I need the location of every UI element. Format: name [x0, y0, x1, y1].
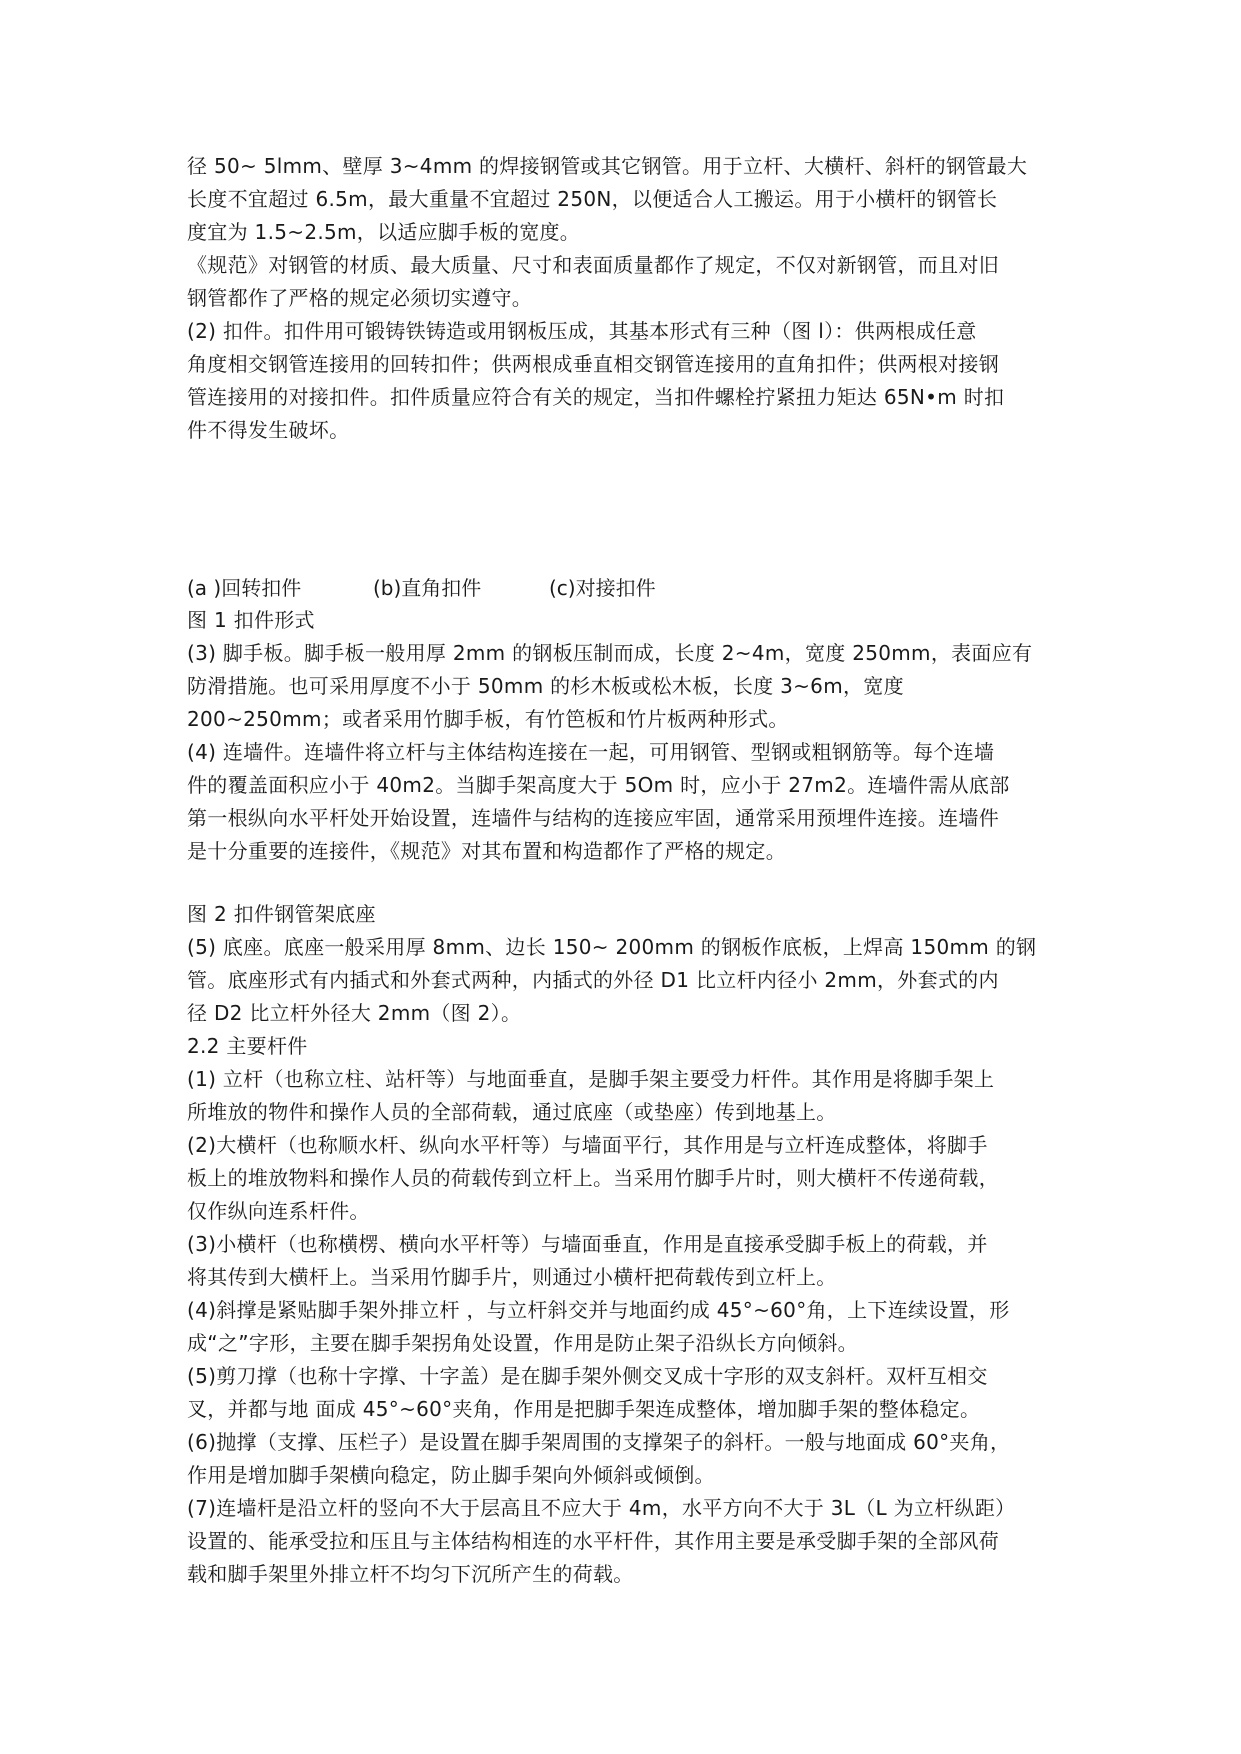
figure-label-right-angle-coupler: (b)直角扣件: [373, 576, 482, 600]
text-line: 板上的堆放物料和操作人员的荷载传到立杆上。当采用竹脚手片时，则大横杆不传递荷载，: [187, 1166, 999, 1190]
text-line: 管。底座形式有内插式和外套式两种，内插式的外径 D1 比立杆内径小 2mm，外套式的内: [187, 968, 999, 992]
text-line: (6)抛撑（支撑、压栏子）是设置在脚手架周围的支撑架子的斜杆。一般与地面成 60°夹角，: [187, 1430, 1011, 1454]
text-line: (3)小横杆（也称横楞、横向水平杆等）与墙面垂直，作用是直接承受脚手板上的荷载，并: [187, 1232, 988, 1256]
figure-2-title: 图 2 扣件钢管架底座: [187, 902, 376, 926]
text-line: 件不得发生破坏。: [187, 418, 350, 442]
text-line: 载和脚手架里外排立杆不均匀下沉所产生的荷载。: [187, 1562, 634, 1586]
text-line: 是十分重要的连接件，《规范》对其布置和构造都作了严格的规定。: [187, 839, 786, 863]
text-line: 叉，并都与地 面成 45°~60°夹角，作用是把脚手架连成整体，增加脚手架的整体稳定。: [187, 1397, 981, 1421]
text-block-scaffold-board-and-ties: [187, 604, 1057, 868]
text-line: 防滑措施。也可采用厚度不小于 50mm 的杉木板或松木板，长度 3~6m，宽度: [187, 674, 904, 698]
text-line: 200~250mm；或者采用竹脚手板，有竹笆板和竹片板两种形式。: [187, 707, 789, 731]
figure-label-swivel-coupler: (a )回转扣件: [187, 576, 302, 600]
text-line: (4) 连墙件。连墙件将立杆与主体结构连接在一起，可用钢管、型钢或粗钢筋等。每个连墙: [187, 740, 995, 764]
figure-1-image-area: [187, 445, 1057, 565]
text-line: 作用是增加脚手架横向稳定，防止脚手架向外倾斜或倾倒。: [187, 1463, 715, 1487]
text-line: 件的覆盖面积应小于 40m2。当脚手架高度大于 5Om 时，应小于 27m2。连墙件需从底部: [187, 773, 1010, 797]
figure-1-caption-labels: [187, 572, 1057, 605]
section-heading-2-2: 2.2 主要杆件: [187, 1034, 308, 1058]
text-line: (7)连墙杆是沿立杆的竖向不大于层高且不应大于 4m，水平方向不大于 3L（L 为立杆纵距）: [187, 1496, 1016, 1520]
text-line: 设置的、能承受拉和压且与主体结构相连的水平杆件，其作用主要是承受脚手架的全部风荷: [187, 1529, 999, 1553]
text-line: (2)大横杆（也称顺水杆、纵向水平杆等）与墙面平行，其作用是与立杆连成整体，将脚手: [187, 1133, 988, 1157]
text-block-base-and-main-members: [187, 898, 1057, 1591]
text-line: 成“之”字形，主要在脚手架拐角处设置，作用是防止架子沿纵长方向倾斜。: [187, 1331, 858, 1355]
text-line: 仅作纵向连系杆件。: [187, 1199, 370, 1223]
text-line: 径 50~ 5lmm、壁厚 3~4mm 的焊接钢管或其它钢管。用于立杆、大横杆、斜杆的钢管最大: [187, 154, 1028, 178]
figure-1-title: 图 1 扣件形式: [187, 608, 315, 632]
text-line: 第一根纵向水平杆处开始设置，连墙件与结构的连接应牢固，通常采用预埋件连接。连墙件: [187, 806, 999, 830]
text-line: (3) 脚手板。脚手板一般用厚 2mm 的钢板压制而成，长度 2~4m，宽度 250mm，表面应有: [187, 641, 1033, 665]
text-line: 径 D2 比立杆外径大 2mm（图 2）。: [187, 1001, 522, 1025]
figure-label-butt-coupler: (c)对接扣件: [549, 576, 656, 600]
text-line: (1) 立杆（也称立柱、站杆等）与地面垂直，是脚手架主要受力杆件。其作用是将脚手架上: [187, 1067, 995, 1091]
text-line: (2) 扣件。扣件用可锻铸铁铸造或用钢板压成，其基本形式有三种（图 l）：供两根成任意: [187, 319, 977, 343]
text-block-steel-pipe-and-couplers: [187, 150, 1057, 447]
text-line: (5)剪刀撑（也称十字撑、十字盖）是在脚手架外侧交叉成十字形的双支斜杆。双杆互相交: [187, 1364, 988, 1388]
text-line: 钢管都作了严格的规定必须切实遵守。: [187, 286, 533, 310]
text-line: 度宜为 1.5~2.5m，以适应脚手板的宽度。: [187, 220, 581, 244]
text-line: (4)斜撑是紧贴脚手架外排立杆 ，与立杆斜交并与地面约成 45°~60°角，上下连续设置，形: [187, 1298, 1010, 1322]
text-line: (5) 底座。底座一般采用厚 8mm、边长 150~ 200mm 的钢板作底板，上焊高 150mm 的钢: [187, 935, 1037, 959]
text-line: 将其传到大横杆上。当采用竹脚手片，则通过小横杆把荷载传到立杆上。: [187, 1265, 837, 1289]
text-line: 所堆放的物件和操作人员的全部荷载，通过底座（或垫座）传到地基上。: [187, 1100, 837, 1124]
text-line: 《规范》对钢管的材质、最大质量、尺寸和表面质量都作了规定，不仅对新钢管，而且对旧: [187, 253, 999, 277]
text-line: 长度不宜超过 6.5m，最大重量不宜超过 250N，以便适合人工搬运。用于小横杆的钢管长: [187, 187, 998, 211]
text-line: 角度相交钢管连接用的回转扣件；供两根成垂直相交钢管连接用的直角扣件；供两根对接钢: [187, 352, 999, 376]
text-line: 管连接用的对接扣件。扣件质量应符合有关的规定，当扣件螺栓拧紧扭力矩达 65N•m 时扣: [187, 385, 1005, 409]
